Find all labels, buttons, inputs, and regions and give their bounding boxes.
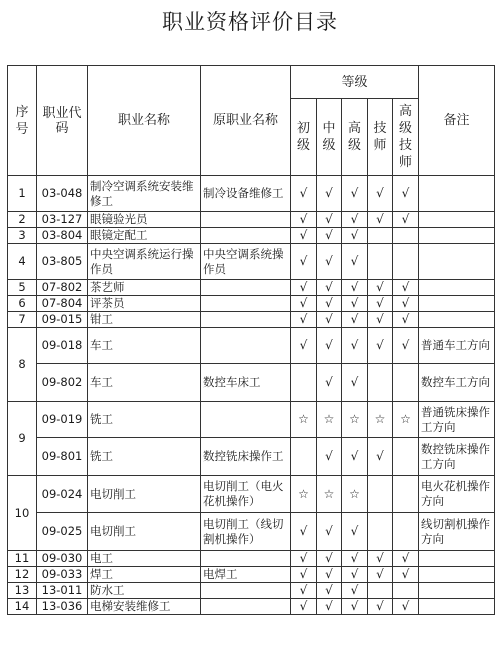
row-code: 09-030: [37, 551, 88, 567]
row-orig: [201, 212, 291, 228]
row-name: 铣工: [88, 438, 201, 476]
row-level-mark: √: [317, 438, 342, 476]
row-remark: [419, 212, 495, 228]
row-level-mark: √: [317, 280, 342, 296]
row-seq: 5: [8, 280, 37, 296]
row-orig: [201, 312, 291, 328]
row-level-mark: √: [342, 583, 368, 599]
row-code: 13-036: [37, 599, 88, 615]
row-level-mark: ☆: [291, 402, 317, 438]
row-remark: [419, 551, 495, 567]
row-name: 电工: [88, 551, 201, 567]
row-level-mark: √: [342, 176, 368, 212]
row-code: 09-025: [37, 513, 88, 551]
row-level-mark: √: [317, 567, 342, 583]
row-level-mark: √: [342, 212, 368, 228]
row-level-mark: [368, 513, 393, 551]
row-level-mark: √: [368, 551, 393, 567]
table-row: [8, 364, 495, 402]
table-row: [8, 476, 495, 513]
row-code: 09-018: [37, 328, 88, 364]
row-remark: [419, 599, 495, 615]
row-level-mark: √: [317, 551, 342, 567]
header-code: 职业代码: [37, 66, 88, 176]
row-level-mark: [393, 583, 419, 599]
row-orig: 数控铣床操作工: [201, 438, 291, 476]
row-name: 防水工: [88, 583, 201, 599]
row-name: 评茶员: [88, 296, 201, 312]
row-orig: [201, 599, 291, 615]
row-level-mark: √: [317, 228, 342, 244]
row-level-mark: √: [342, 551, 368, 567]
row-remark: [419, 228, 495, 244]
table-row: [8, 513, 495, 551]
row-level-mark: √: [317, 364, 342, 402]
row-level-mark: √: [291, 567, 317, 583]
row-code: 09-019: [37, 402, 88, 438]
row-seq: 3: [8, 228, 37, 244]
row-name: 焊工: [88, 567, 201, 583]
table-row: [8, 296, 495, 312]
row-level-mark: √: [368, 212, 393, 228]
row-name: 车工: [88, 328, 201, 364]
row-code: 13-011: [37, 583, 88, 599]
row-level-mark: √: [342, 599, 368, 615]
page-title: 职业资格评价目录: [162, 10, 338, 34]
table-row: [8, 551, 495, 567]
row-orig: [201, 228, 291, 244]
row-code: 07-804: [37, 296, 88, 312]
row-level-mark: [393, 228, 419, 244]
row-name: 钳工: [88, 312, 201, 328]
row-seq: 4: [8, 244, 37, 280]
row-level-mark: ☆: [393, 402, 419, 438]
row-level-mark: ☆: [291, 476, 317, 513]
row-name: 车工: [88, 364, 201, 402]
row-name: 眼镜定配工: [88, 228, 201, 244]
row-level-mark: √: [317, 599, 342, 615]
row-level-mark: √: [291, 244, 317, 280]
row-level-mark: √: [291, 228, 317, 244]
row-remark: [419, 583, 495, 599]
row-level-mark: √: [393, 280, 419, 296]
row-level-mark: √: [393, 567, 419, 583]
row-level-mark: √: [368, 280, 393, 296]
row-seq: 1: [8, 176, 37, 212]
row-level-mark: √: [317, 513, 342, 551]
row-name: 铣工: [88, 402, 201, 438]
row-remark: 电火花机操作方向: [419, 476, 495, 513]
row-orig: [201, 328, 291, 364]
row-level-mark: [368, 228, 393, 244]
row-level-mark: √: [317, 583, 342, 599]
row-level-mark: √: [291, 212, 317, 228]
row-orig: 中央空调系统操作员: [201, 244, 291, 280]
header-remark: 备注: [419, 66, 495, 176]
row-level-mark: √: [317, 212, 342, 228]
row-level-mark: [291, 438, 317, 476]
table-row: [8, 176, 495, 212]
row-level-mark: √: [342, 438, 368, 476]
row-name: 制冷空调系统安装维修工: [88, 176, 201, 212]
row-code: 03-804: [37, 228, 88, 244]
row-remark: 普通车工方向: [419, 328, 495, 364]
row-level-mark: √: [393, 551, 419, 567]
row-level-mark: √: [291, 328, 317, 364]
header-orig: 原职业名称: [201, 66, 291, 176]
row-orig: 电切削工（电火花机操作）: [201, 476, 291, 513]
table-row: [8, 312, 495, 328]
row-level-mark: √: [368, 438, 393, 476]
table-row: [8, 567, 495, 583]
row-level-mark: √: [342, 328, 368, 364]
row-remark: [419, 567, 495, 583]
row-level-mark: √: [342, 228, 368, 244]
row-orig: [201, 296, 291, 312]
row-level-mark: √: [317, 312, 342, 328]
row-level-mark: √: [317, 328, 342, 364]
row-level-mark: √: [393, 212, 419, 228]
row-remark: [419, 280, 495, 296]
row-level-mark: [368, 476, 393, 513]
table-row: [8, 244, 495, 280]
row-level-mark: ☆: [342, 402, 368, 438]
header-level-4: 技师: [368, 99, 393, 176]
row-code: 09-801: [37, 438, 88, 476]
row-remark: 数控车工方向: [419, 364, 495, 402]
row-level-mark: √: [393, 296, 419, 312]
row-level-mark: [393, 364, 419, 402]
row-orig: [201, 280, 291, 296]
row-remark: [419, 176, 495, 212]
table-row: [8, 402, 495, 438]
row-level-mark: √: [317, 244, 342, 280]
table-row: [8, 599, 495, 615]
row-remark: [419, 312, 495, 328]
row-level-mark: √: [368, 567, 393, 583]
row-level-mark: ☆: [317, 402, 342, 438]
row-level-mark: √: [393, 312, 419, 328]
row-level-mark: ☆: [368, 402, 393, 438]
table-row: [8, 280, 495, 296]
row-seq: 13: [8, 583, 37, 599]
row-seq: 8: [8, 328, 37, 402]
row-level-mark: √: [368, 312, 393, 328]
row-level-mark: √: [342, 312, 368, 328]
row-orig: 数控车床工: [201, 364, 291, 402]
row-code: 03-805: [37, 244, 88, 280]
row-remark: [419, 244, 495, 280]
row-orig: 电切削工（线切割机操作）: [201, 513, 291, 551]
row-level-mark: √: [342, 567, 368, 583]
row-level-mark: [368, 364, 393, 402]
row-level-mark: √: [291, 513, 317, 551]
row-level-mark: [393, 438, 419, 476]
row-code: 03-127: [37, 212, 88, 228]
row-seq: 7: [8, 312, 37, 328]
header-level-5: 高级技师: [393, 99, 419, 176]
row-level-mark: √: [342, 280, 368, 296]
row-level-mark: √: [291, 176, 317, 212]
row-level-mark: √: [342, 296, 368, 312]
row-seq: 2: [8, 212, 37, 228]
row-level-mark: √: [393, 599, 419, 615]
table-row: [8, 328, 495, 364]
row-seq: 9: [8, 402, 37, 476]
table-row: [8, 438, 495, 476]
row-code: 03-048: [37, 176, 88, 212]
header-level: 等级: [291, 66, 419, 99]
row-orig: 制冷设备维修工: [201, 176, 291, 212]
row-code: 07-802: [37, 280, 88, 296]
row-level-mark: [291, 364, 317, 402]
row-seq: 6: [8, 296, 37, 312]
row-code: 09-024: [37, 476, 88, 513]
row-orig: [201, 583, 291, 599]
qualification-table: [7, 65, 495, 615]
row-level-mark: √: [317, 296, 342, 312]
row-level-mark: √: [317, 176, 342, 212]
row-level-mark: √: [368, 296, 393, 312]
row-level-mark: √: [291, 599, 317, 615]
row-orig: 电焊工: [201, 567, 291, 583]
row-level-mark: √: [393, 176, 419, 212]
row-remark: 普通铣床操作工方向: [419, 402, 495, 438]
row-remark: 线切割机操作方向: [419, 513, 495, 551]
header-seq: 序号: [8, 66, 37, 176]
row-level-mark: √: [291, 551, 317, 567]
row-level-mark: √: [368, 599, 393, 615]
header-level-3: 高级: [342, 99, 368, 176]
row-level-mark: [393, 476, 419, 513]
header-level-1: 初级: [291, 99, 317, 176]
row-seq: 14: [8, 599, 37, 615]
row-seq: 12: [8, 567, 37, 583]
row-level-mark: √: [291, 280, 317, 296]
row-level-mark: √: [342, 513, 368, 551]
table-row: [8, 228, 495, 244]
row-seq: 10: [8, 476, 37, 551]
row-code: 09-015: [37, 312, 88, 328]
table-row: [8, 212, 495, 228]
row-level-mark: √: [368, 328, 393, 364]
row-level-mark: [393, 244, 419, 280]
row-level-mark: √: [393, 328, 419, 364]
row-level-mark: [393, 513, 419, 551]
row-orig: [201, 402, 291, 438]
row-level-mark: √: [368, 176, 393, 212]
row-name: 中央空调系统运行操作员: [88, 244, 201, 280]
row-seq: 11: [8, 551, 37, 567]
row-remark: [419, 296, 495, 312]
row-remark: 数控铣床操作工方向: [419, 438, 495, 476]
row-level-mark: √: [291, 312, 317, 328]
table-row: [8, 583, 495, 599]
row-level-mark: √: [291, 296, 317, 312]
row-code: 09-802: [37, 364, 88, 402]
row-code: 09-033: [37, 567, 88, 583]
row-name: 电切削工: [88, 476, 201, 513]
row-level-mark: ☆: [342, 476, 368, 513]
row-name: 电切削工: [88, 513, 201, 551]
row-level-mark: √: [342, 364, 368, 402]
row-name: 茶艺师: [88, 280, 201, 296]
row-name: 眼镜验光员: [88, 212, 201, 228]
row-level-mark: [368, 244, 393, 280]
row-orig: [201, 551, 291, 567]
header-level-2: 中级: [317, 99, 342, 176]
row-level-mark: ☆: [317, 476, 342, 513]
row-level-mark: [368, 583, 393, 599]
row-level-mark: √: [291, 583, 317, 599]
header-name: 职业名称: [88, 66, 201, 176]
row-level-mark: √: [342, 244, 368, 280]
row-name: 电梯安装维修工: [88, 599, 201, 615]
